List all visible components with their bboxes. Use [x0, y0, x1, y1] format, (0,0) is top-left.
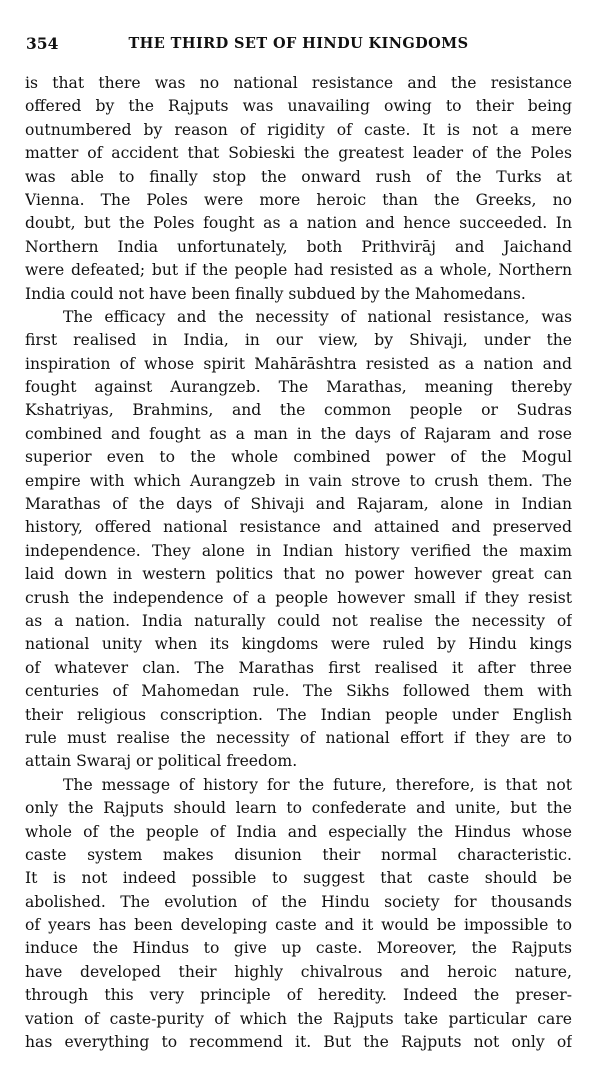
body-text	[25, 72, 572, 1054]
text-line: offered by the Rajputs was unavailing owing to their being	[25, 97, 572, 116]
text-line: was able to finally stop the onward rush of the Turks at	[25, 167, 572, 186]
page-number: 354	[26, 34, 59, 53]
text-line: fought against Aurangzeb. The Marathas, meaning thereby	[25, 378, 572, 397]
text-line: induce the Hindus to give up caste. Moreover, the Rajputs	[25, 939, 572, 958]
text-line: their religious conscription. The Indian people under English	[25, 705, 572, 724]
running-title: THE THIRD SET OF HINDU KINGDOMS	[128, 35, 469, 52]
text-line: of years has been developing caste and it would be impossible to	[25, 916, 572, 935]
text-line: centuries of Mahomedan rule. The Sikhs followed them with	[25, 682, 572, 701]
text-line: of whatever clan. The Marathas first realised it after three	[25, 658, 572, 677]
text-line: Vienna. The Poles were more heroic than the Greeks, no	[25, 190, 572, 209]
text-line: The efficacy and the necessity of national resistance, was	[63, 307, 572, 326]
text-line: whole of the people of India and especially the Hindus whose	[25, 822, 572, 841]
text-line: Northern India unfortunately, both Prithvirāj and Jaichand	[25, 237, 572, 256]
text-line: caste system makes disunion their normal characteristic.	[25, 845, 572, 864]
text-line: only the Rajputs should learn to confederate and unite, but the	[25, 799, 572, 818]
running-head	[25, 32, 572, 58]
text-line: The message of history for the future, therefore, is that not	[63, 775, 572, 794]
text-line: Marathas of the days of Shivaji and Rajaram, alone in Indian	[25, 495, 572, 514]
text-line: is that there was no national resistance and the resistance	[25, 74, 572, 92]
paragraph	[25, 72, 572, 306]
text-line: rule must realise the necessity of national effort if they are to	[25, 728, 572, 747]
text-line: laid down in western politics that no power however great can	[25, 565, 572, 584]
text-line: inspiration of whose spirit Mahārāshtra resisted as a nation and	[25, 354, 572, 373]
text-line: India could not have been finally subdued by the Mahomedans.	[25, 284, 526, 303]
paragraph	[25, 774, 572, 1055]
text-line: crush the independence of a people however small if they resist	[25, 588, 572, 607]
paragraph	[25, 306, 572, 774]
text-line: vation of caste-purity of which the Rajputs take particular care	[25, 1009, 572, 1028]
text-line: through this very principle of heredity. Indeed the preser-	[25, 986, 572, 1005]
text-line: first realised in India, in our view, by Shivaji, under the	[25, 331, 572, 350]
text-line: doubt, but the Poles fought as a nation and hence succeeded. In	[25, 214, 572, 233]
text-line: as a nation. India naturally could not realise the necessity of	[25, 611, 572, 630]
text-line: were defeated; but if the people had resisted as a whole, Northern	[25, 261, 572, 280]
text-line: has everything to recommend it. But the Rajputs not only of	[25, 1033, 572, 1052]
text-line: It is not indeed possible to suggest that caste should be	[25, 869, 572, 888]
text-line: combined and fought as a man in the days of Rajaram and rose	[25, 424, 572, 443]
text-line: matter of accident that Sobieski the greatest leader of the Poles	[25, 144, 572, 163]
text-line: Kshatriyas, Brahmins, and the common people or Sudras	[25, 401, 572, 420]
text-line: empire with which Aurangzeb in vain strove to crush them. The	[25, 471, 572, 490]
text-line: attain Swaraj or political freedom.	[25, 752, 298, 771]
text-line: national unity when its kingdoms were ruled by Hindu kings	[25, 635, 572, 654]
text-line: superior even to the whole combined power of the Mogul	[25, 448, 572, 467]
text-line: outnumbered by reason of rigidity of caste. It is not a mere	[25, 120, 572, 139]
text-line: independence. They alone in Indian history verified the maxim	[25, 541, 572, 560]
text-line: have developed their highly chivalrous and heroic nature,	[25, 962, 572, 981]
text-line: abolished. The evolution of the Hindu society for thousands	[25, 892, 572, 911]
text-line: history, offered national resistance and attained and preserved	[25, 518, 572, 537]
